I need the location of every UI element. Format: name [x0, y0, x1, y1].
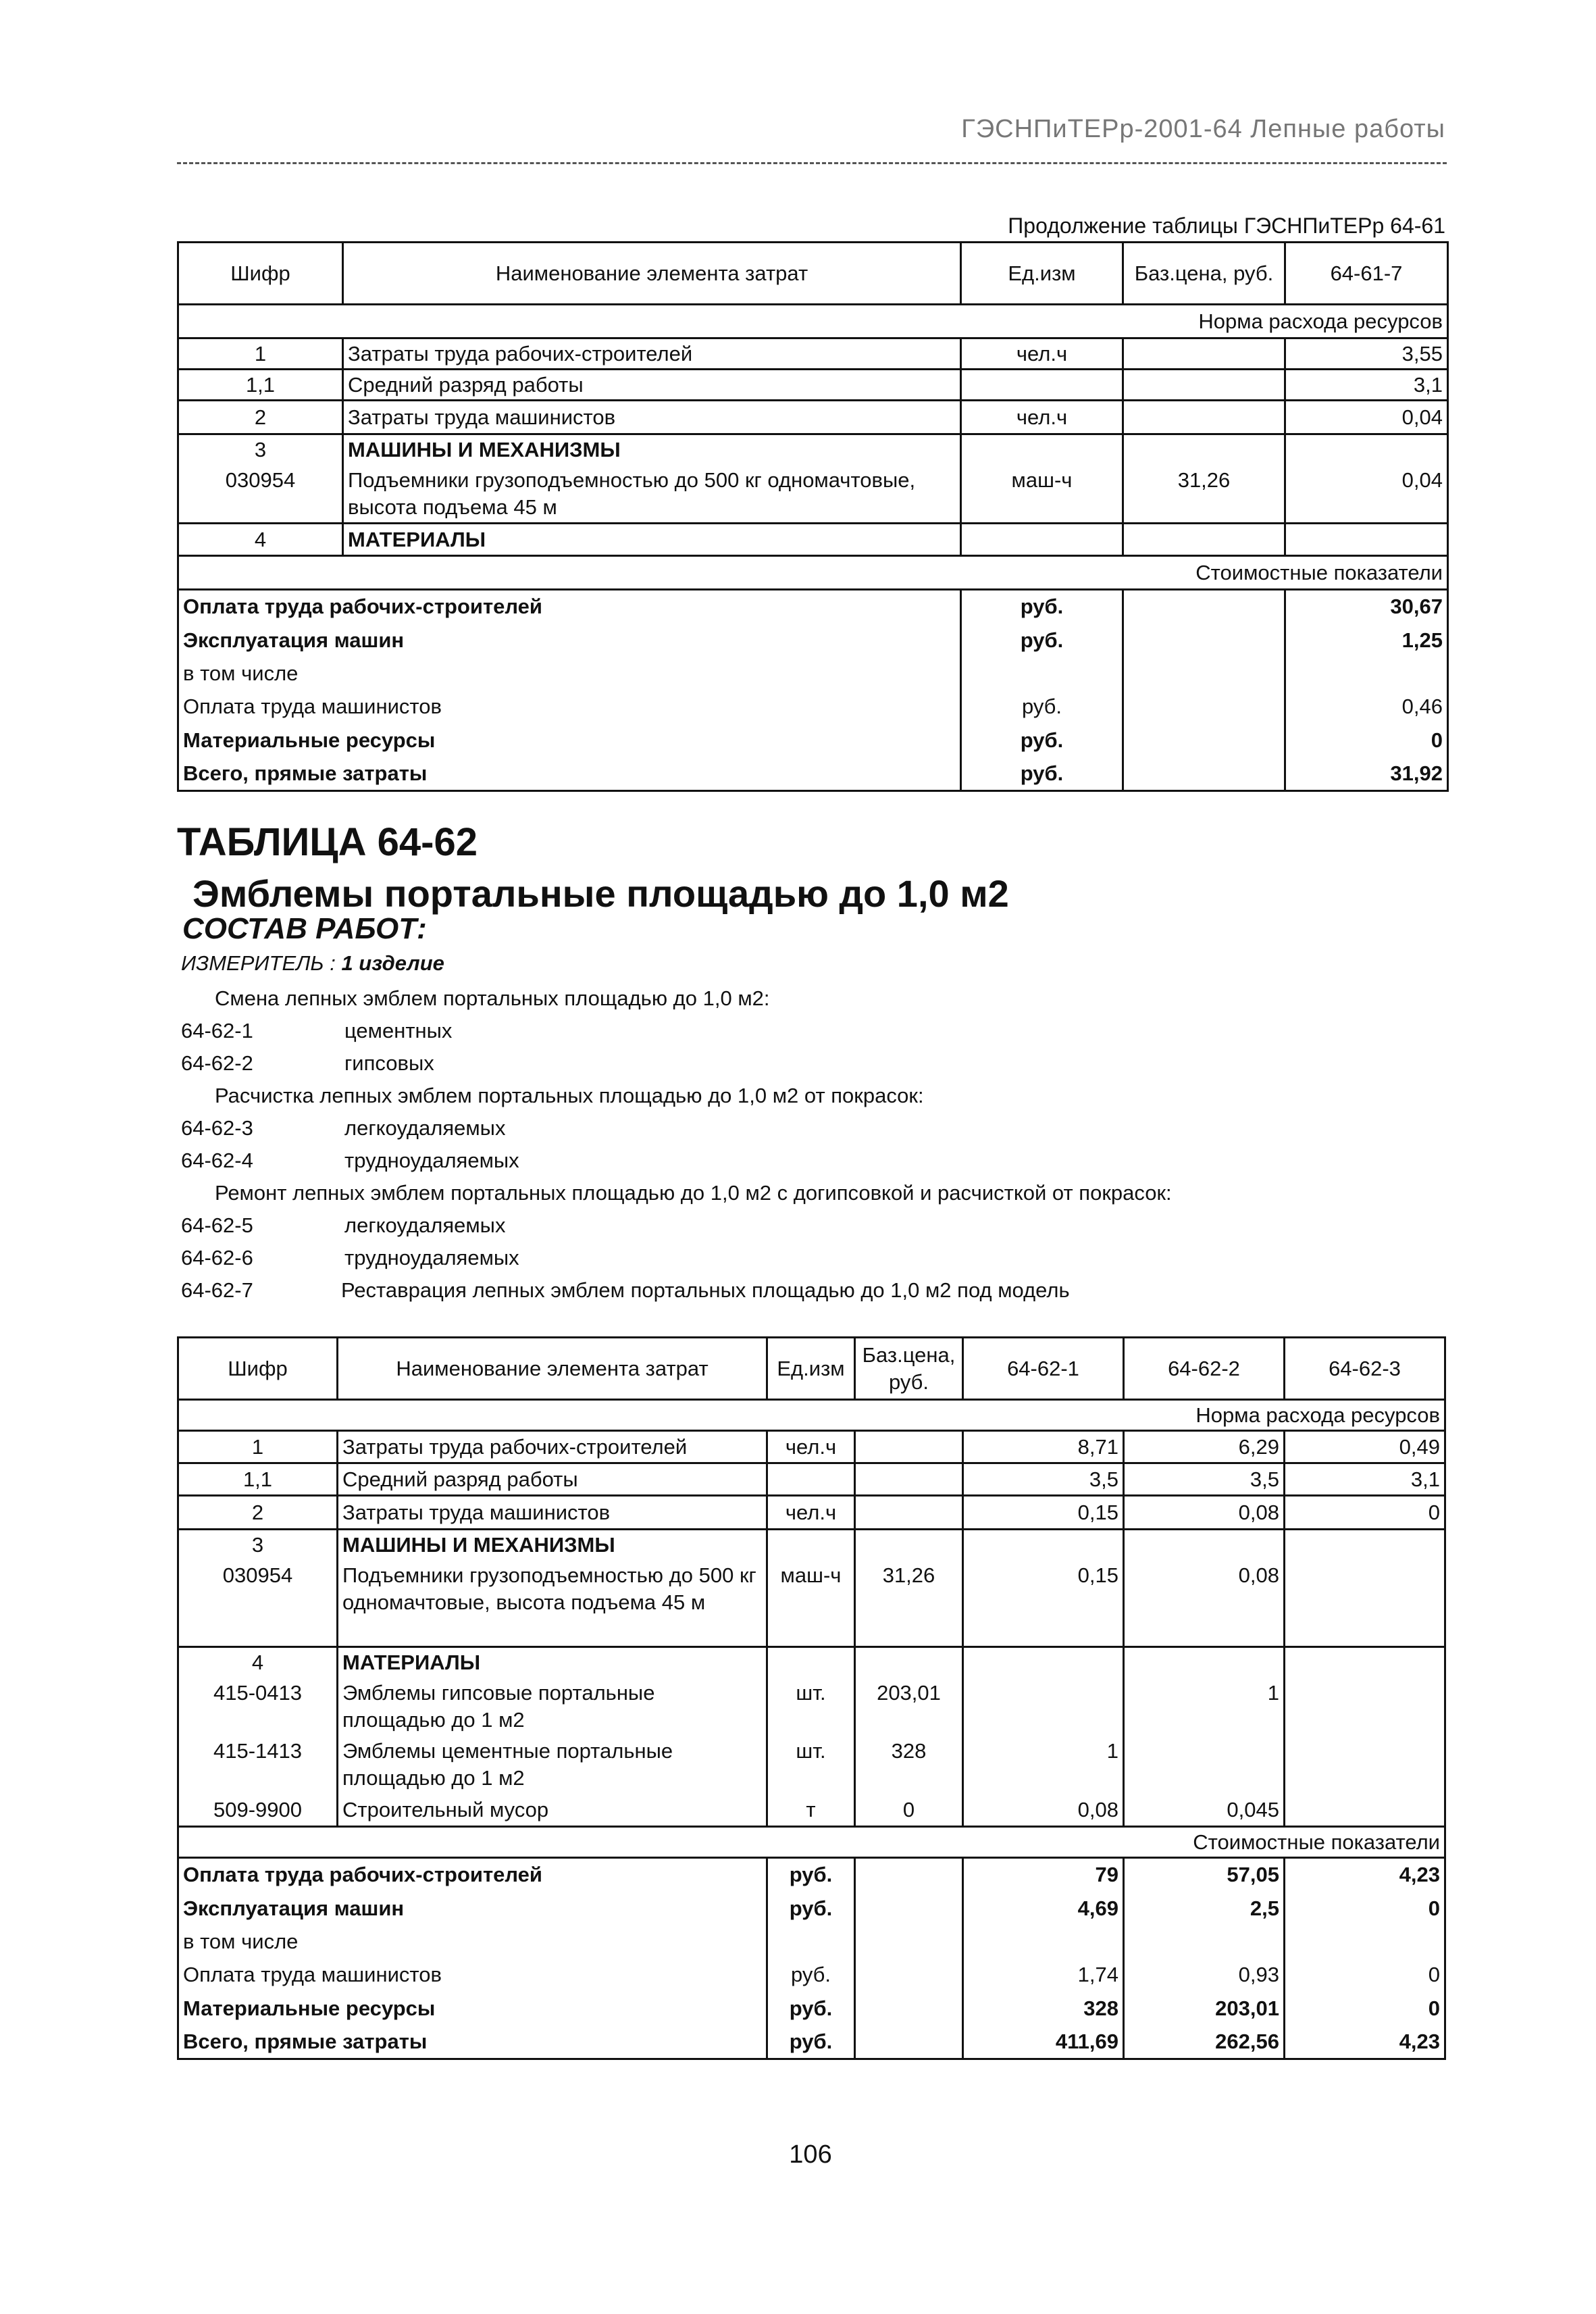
cost-name: в том числе: [178, 1926, 767, 1958]
composition-heading: СОСТАВ РАБОТ:: [182, 912, 427, 945]
cost-value: 0: [1285, 1892, 1445, 1926]
measure-line: [181, 951, 444, 976]
row-value: 8,71: [963, 1431, 1124, 1463]
table1-continuation-caption: Продолжение таблицы ГЭСНПиТЕРр 64-61: [1008, 213, 1445, 238]
work-code: 64-62-3: [181, 1116, 253, 1140]
work-group-intro: Смена лепных эмблем портальных площадью до 1,0 м2:: [215, 986, 770, 1010]
row-name: Затраты труда рабочих-строителей: [343, 338, 961, 370]
row-name: Эмблемы цементные портальные площадью до 1 м2: [338, 1736, 767, 1794]
cost-value: 0: [1285, 724, 1448, 757]
row-price: [855, 1463, 963, 1496]
cost-row: [178, 657, 1448, 690]
header-col-64-62-1: 64-62-1: [963, 1338, 1124, 1400]
row-value: 3,5: [963, 1463, 1124, 1496]
cost-name: Материальные ресурсы: [178, 1992, 767, 2026]
table-row: [178, 1647, 1445, 1678]
work-item: трудноудаляемых: [344, 1149, 519, 1172]
table1-cost-row: [178, 556, 1448, 590]
cost-value: 57,05: [1124, 1858, 1285, 1892]
cost-row: [178, 724, 1448, 757]
row-price: [1123, 401, 1285, 434]
cost-value: 262,56: [1124, 2026, 1285, 2059]
table-subject: Эмблемы портальные площадью до 1,0 м2: [192, 872, 1009, 915]
row-value: 0: [1285, 1496, 1445, 1530]
row-code: 509-9900: [178, 1794, 338, 1827]
work-code: 64-62-6: [181, 1246, 253, 1269]
row-code: 4: [178, 524, 343, 556]
row-value: [1285, 1794, 1445, 1827]
row-unit: чел.ч: [767, 1431, 855, 1463]
row-value: 0,49: [1285, 1431, 1445, 1463]
row-price: [855, 1431, 963, 1463]
cost-value: 0: [1285, 1958, 1445, 1992]
row-value: 0,08: [963, 1794, 1124, 1827]
work-code: 64-62-5: [181, 1213, 253, 1237]
row-price: [1123, 370, 1285, 401]
cost-name: Всего, прямые затраты: [178, 2026, 767, 2059]
table-row: [178, 370, 1448, 401]
cost-unit: руб.: [961, 590, 1123, 624]
row-name: Подъемники грузоподъемностью до 500 кг одномачтовые, высота подъема 45 м: [343, 466, 961, 524]
cost-unit: руб.: [767, 1892, 855, 1926]
row-name: Эмблемы гипсовые портальные площадью до 1 м2: [338, 1678, 767, 1736]
cost-row: [178, 690, 1448, 724]
work-item: Реставрация лепных эмблем портальных площадью до 1,0 м2 под модель: [341, 1278, 1070, 1302]
row-code: 030954: [178, 1561, 338, 1647]
row-name: Затраты труда машинистов: [343, 401, 961, 434]
cost-name: Материальные ресурсы: [178, 724, 961, 757]
work-code: 64-62-7: [181, 1278, 253, 1302]
table-row: [178, 466, 1448, 524]
work-item: цементных: [344, 1019, 453, 1042]
cost-row: [178, 1858, 1445, 1892]
table-row: [178, 1561, 1445, 1647]
row-value: 0,15: [963, 1561, 1124, 1647]
row-unit: шт.: [767, 1736, 855, 1794]
cost-unit: руб.: [767, 1958, 855, 1992]
row-value: [963, 1678, 1124, 1736]
row-unit: т: [767, 1794, 855, 1827]
work-group-intro: Ремонт лепных эмблем портальных площадью до 1,0 м2 с догипсовкой и расчисткой от покрасок:: [215, 1181, 1172, 1205]
header-name: Наименование элемента затрат: [343, 243, 961, 305]
row-value: [1285, 1736, 1445, 1794]
row-value: 0,08: [1124, 1561, 1285, 1647]
header-rule: [177, 162, 1447, 164]
table1: [177, 241, 1449, 792]
cost-value: 4,69: [963, 1892, 1124, 1926]
cost-value: 4,23: [1285, 1858, 1445, 1892]
row-name: Затраты труда рабочих-строителей: [338, 1431, 767, 1463]
row-value: 0,15: [963, 1496, 1124, 1530]
section-heading-materials: МАТЕРИАЛЫ: [338, 1647, 767, 1678]
row-unit: чел.ч: [961, 338, 1123, 370]
cost-value: 31,92: [1285, 757, 1448, 791]
row-code: 415-0413: [178, 1678, 338, 1736]
row-unit: [961, 370, 1123, 401]
row-code: 1,1: [178, 1463, 338, 1496]
row-code: 1: [178, 338, 343, 370]
row-code: 1: [178, 1431, 338, 1463]
cost-value: 0,93: [1124, 1958, 1285, 1992]
row-unit: шт.: [767, 1678, 855, 1736]
norm-label: Норма расхода ресурсов: [178, 305, 1448, 338]
cost-name: Эксплуатация машин: [178, 1892, 767, 1926]
cost-label: Стоимостные показатели: [178, 1827, 1445, 1858]
row-price: [855, 1496, 963, 1530]
table-row: [178, 401, 1448, 434]
cost-value: 0,46: [1285, 690, 1448, 724]
work-code: 64-62-2: [181, 1051, 253, 1075]
cost-value: [1285, 1926, 1445, 1958]
table-row: [178, 1463, 1445, 1496]
table1-header-row: [178, 243, 1448, 305]
cost-name: Оплата труда машинистов: [178, 1958, 767, 1992]
row-value: 0,04: [1285, 466, 1448, 524]
row-code: 2: [178, 1496, 338, 1530]
cost-row: [178, 1926, 1445, 1958]
cost-value: 2,5: [1124, 1892, 1285, 1926]
cost-unit: руб.: [961, 757, 1123, 791]
cost-value: 1,25: [1285, 624, 1448, 657]
row-name: Подъемники грузоподъемностью до 500 кг одномачтовые, высота подъема 45 м: [338, 1561, 767, 1647]
cost-value: 4,23: [1285, 2026, 1445, 2059]
cost-value: [963, 1926, 1124, 1958]
header-code: Шифр: [178, 1338, 338, 1400]
row-code: 4: [178, 1647, 338, 1678]
header-price: Баз.цена, руб.: [1123, 243, 1285, 305]
work-group-intro: Расчистка лепных эмблем портальных площадью до 1,0 м2 от покрасок:: [215, 1084, 924, 1107]
row-name: Затраты труда машинистов: [338, 1496, 767, 1530]
row-code: 3: [178, 434, 343, 466]
row-price: [1123, 338, 1285, 370]
cost-unit: руб.: [961, 624, 1123, 657]
cost-value: 411,69: [963, 2026, 1124, 2059]
row-price: 31,26: [855, 1561, 963, 1647]
cost-value: 0: [1285, 1992, 1445, 2026]
table1-norm-row: [178, 305, 1448, 338]
table2-header-row: [178, 1338, 1445, 1400]
cost-row: [178, 1958, 1445, 1992]
running-header: ГЭСНПиТЕРр-2001-64 Лепные работы: [961, 115, 1445, 143]
cost-unit: руб.: [961, 690, 1123, 724]
row-unit: чел.ч: [961, 401, 1123, 434]
row-code: 1,1: [178, 370, 343, 401]
header-col-64-62-2: 64-62-2: [1124, 1338, 1285, 1400]
cost-value: 79: [963, 1858, 1124, 1892]
row-unit: маш-ч: [961, 466, 1123, 524]
section-heading-machines: МАШИНЫ И МЕХАНИЗМЫ: [338, 1530, 767, 1561]
table-row: [178, 1794, 1445, 1827]
cost-label: Стоимостные показатели: [178, 556, 1448, 590]
row-value: 3,1: [1285, 370, 1448, 401]
row-value: [1285, 1678, 1445, 1736]
cost-name: Оплата труда машинистов: [178, 690, 961, 724]
page-number: 106: [789, 2140, 832, 2169]
table-row: [178, 1736, 1445, 1794]
row-value: 3,5: [1124, 1463, 1285, 1496]
row-value: [1285, 1561, 1445, 1647]
work-item: гипсовых: [344, 1051, 434, 1075]
cost-unit: [961, 657, 1123, 690]
row-value: 1: [963, 1736, 1124, 1794]
row-value: 1: [1124, 1678, 1285, 1736]
row-price: 203,01: [855, 1678, 963, 1736]
table-row: [178, 524, 1448, 556]
table-row: [178, 1496, 1445, 1530]
cost-value: 328: [963, 1992, 1124, 2026]
measure-label: ИЗМЕРИТЕЛЬ :: [181, 951, 342, 975]
row-code: 2: [178, 401, 343, 434]
row-code: 030954: [178, 466, 343, 524]
cost-name: в том числе: [178, 657, 961, 690]
row-value: 0,04: [1285, 401, 1448, 434]
row-name: Средний разряд работы: [338, 1463, 767, 1496]
table-row: [178, 1431, 1445, 1463]
cost-name: Оплата труда рабочих-строителей: [178, 1858, 767, 1892]
table2-cost-row: [178, 1827, 1445, 1858]
table-title: ТАБЛИЦА 64-62: [177, 820, 478, 864]
header-col-64-61-7: 64-61-7: [1285, 243, 1448, 305]
cost-name: Оплата труда рабочих-строителей: [178, 590, 961, 624]
measure-value: 1 изделие: [341, 951, 444, 975]
cost-row: [178, 1992, 1445, 2026]
row-code: 415-1413: [178, 1736, 338, 1794]
cost-unit: руб.: [961, 724, 1123, 757]
row-name: Строительный мусор: [338, 1794, 767, 1827]
row-value: 3,55: [1285, 338, 1448, 370]
cost-row: [178, 1892, 1445, 1926]
cost-value: [1285, 657, 1448, 690]
row-value: 6,29: [1124, 1431, 1285, 1463]
row-unit: маш-ч: [767, 1561, 855, 1647]
work-item: трудноудаляемых: [344, 1246, 519, 1269]
cost-row: [178, 590, 1448, 624]
row-price: 0: [855, 1794, 963, 1827]
work-code: 64-62-4: [181, 1149, 253, 1172]
cost-value: [1124, 1926, 1285, 1958]
table-row: [178, 338, 1448, 370]
row-unit: чел.ч: [767, 1496, 855, 1530]
row-price: 31,26: [1123, 466, 1285, 524]
header-unit: Ед.изм: [961, 243, 1123, 305]
row-value: [1124, 1736, 1285, 1794]
work-item: легкоудаляемых: [344, 1116, 506, 1140]
norm-label: Норма расхода ресурсов: [178, 1400, 1445, 1431]
header-price: Баз.цена, руб.: [855, 1338, 963, 1400]
row-value: 0,045: [1124, 1794, 1285, 1827]
row-unit: [767, 1463, 855, 1496]
cost-value: 30,67: [1285, 590, 1448, 624]
cost-unit: руб.: [767, 2026, 855, 2059]
table-row: [178, 1530, 1445, 1561]
row-code: 3: [178, 1530, 338, 1561]
section-heading-machines: МАШИНЫ И МЕХАНИЗМЫ: [343, 434, 961, 466]
table-row: [178, 1678, 1445, 1736]
cost-unit: руб.: [767, 1858, 855, 1892]
row-value: 3,1: [1285, 1463, 1445, 1496]
header-unit: Ед.изм: [767, 1338, 855, 1400]
row-value: 0,08: [1124, 1496, 1285, 1530]
header-code: Шифр: [178, 243, 343, 305]
section-heading-materials: МАТЕРИАЛЫ: [343, 524, 961, 556]
row-price: 328: [855, 1736, 963, 1794]
cost-row: [178, 2026, 1445, 2059]
work-code: 64-62-1: [181, 1019, 253, 1042]
header-name: Наименование элемента затрат: [338, 1338, 767, 1400]
cost-row: [178, 624, 1448, 657]
cost-unit: руб.: [767, 1992, 855, 2026]
cost-name: Эксплуатация машин: [178, 624, 961, 657]
cost-value: 203,01: [1124, 1992, 1285, 2026]
row-name: Средний разряд работы: [343, 370, 961, 401]
table2: [177, 1336, 1446, 2060]
table-row: [178, 434, 1448, 466]
header-col-64-62-3: 64-62-3: [1285, 1338, 1445, 1400]
cost-row: [178, 757, 1448, 791]
work-item: легкоудаляемых: [344, 1213, 506, 1237]
cost-name: Всего, прямые затраты: [178, 757, 961, 791]
cost-unit: [767, 1926, 855, 1958]
cost-value: 1,74: [963, 1958, 1124, 1992]
table2-norm-row: [178, 1400, 1445, 1431]
